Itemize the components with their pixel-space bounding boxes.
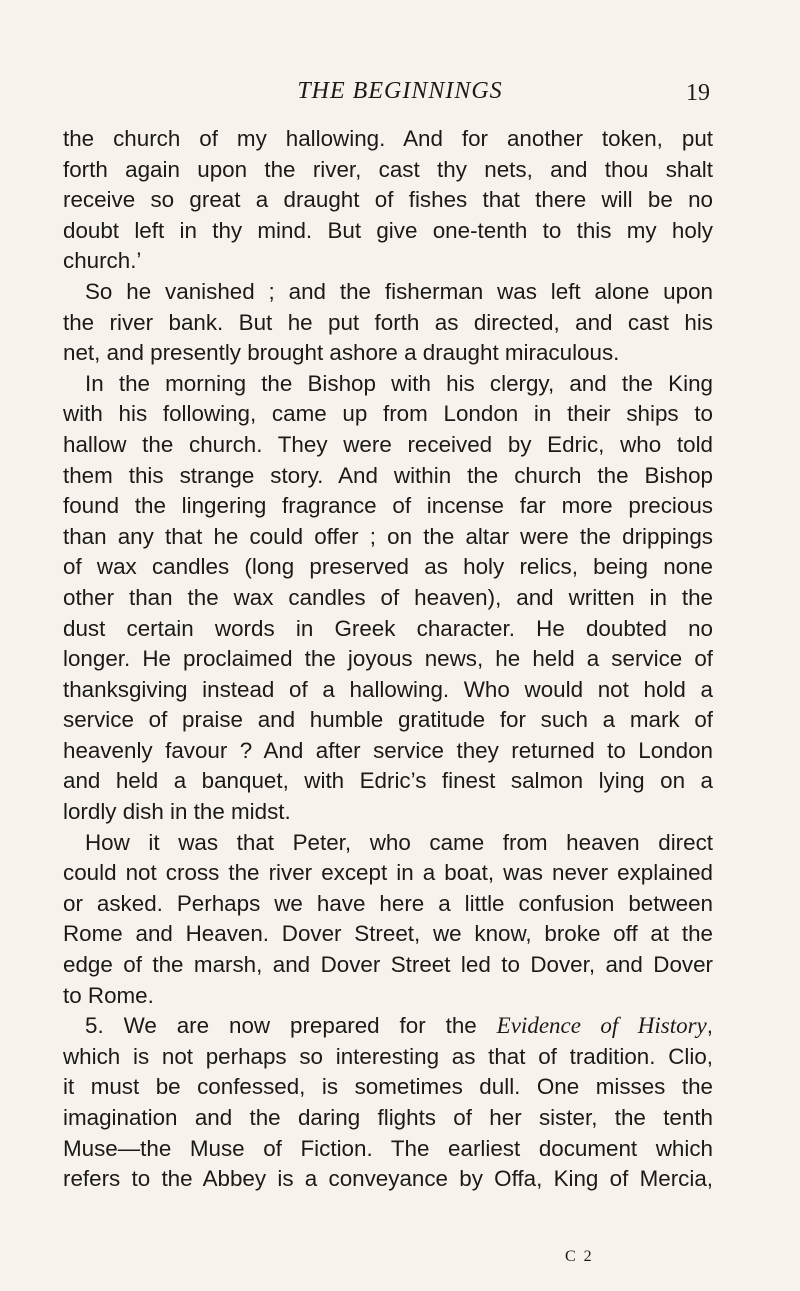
section-5-lead: 5. We are now prepared for the: [85, 1013, 497, 1039]
italic-title-evidence-of-history: Evidence of History: [496, 1013, 707, 1039]
text-line: receive so great a draught of fishes that there will be no: [63, 187, 713, 213]
text-line: to Rome.: [63, 982, 154, 1008]
text-line: which is not perhaps so interesting as that of tradition. Clio,: [63, 1043, 713, 1069]
text-line: forth again upon the river, cast thy nets, and thou shalt: [63, 156, 713, 182]
text-line: In the morning the Bishop with his clergy, and the King: [85, 370, 713, 396]
signature-mark: C 2: [565, 1248, 594, 1265]
text-line: other than the wax candles of heaven), and written in the: [63, 584, 713, 610]
text-line: service of praise and humble gratitude for such a mark of: [63, 707, 713, 733]
running-title: THE BEGINNINGS: [297, 78, 503, 104]
text-line-section-5: [63, 1011, 713, 1042]
text-line: heavenly favour ? And after service they returned to London: [63, 737, 713, 763]
text-line: Rome and Heaven. Dover Street, we know, broke off at the: [63, 921, 713, 947]
text-line: lordly dish in the midst.: [63, 799, 291, 825]
text-line: with his following, came up from London in their ships to: [63, 401, 713, 427]
text-line: could not cross the river except in a boat, was never explained: [63, 860, 713, 886]
text-line: hallow the church. They were received by Edric, who told: [63, 431, 713, 457]
text-line: it must be confessed, is sometimes dull. One misses the: [63, 1074, 713, 1100]
text-line: or asked. Perhaps we have here a little confusion between: [63, 890, 713, 916]
text-line: refers to the Abbey is a conveyance by Offa, King of Mercia,: [63, 1166, 713, 1192]
text-line: and held a banquet, with Edric’s finest salmon lying on a: [63, 768, 713, 794]
section-5-comma: ,: [706, 1013, 713, 1039]
text-line: the river bank. But he put forth as directed, and cast his: [63, 309, 713, 335]
text-line: edge of the marsh, and Dover Street led to Dover, and Dover: [63, 952, 713, 978]
text-line: them this strange story. And within the church the Bishop: [63, 462, 713, 488]
text-line: net, and presently brought ashore a draught miraculous.: [63, 340, 620, 366]
text-line: imagination and the daring flights of her sister, the tenth: [63, 1105, 713, 1130]
text-line: church.’: [63, 248, 142, 274]
running-head: [0, 78, 800, 110]
text-line: So he vanished ; and the fisherman was left alone upon: [85, 278, 713, 304]
text-line: Muse—the Muse of Fiction. The earliest document which: [63, 1135, 713, 1161]
text-line: longer. He proclaimed the joyous news, he held a service of: [63, 646, 713, 672]
text-line: thanksgiving instead of a hallowing. Who would not hold a: [63, 676, 713, 702]
text-line: doubt left in thy mind. But give one-tenth to this my holy: [63, 217, 713, 243]
body-text: [63, 124, 713, 1195]
text-line: the church of my hallowing. And for another token, put: [63, 126, 713, 151]
text-line: How it was that Peter, who came from heaven direct: [85, 829, 713, 855]
text-line: than any that he could offer ; on the altar were the drippings: [63, 523, 713, 549]
text-line: of wax candles (long preserved as holy relics, being none: [63, 554, 713, 580]
page-number: 19: [686, 80, 710, 106]
text-line: dust certain words in Greek character. He doubted no: [63, 615, 713, 641]
text-line: found the lingering fragrance of incense far more precious: [63, 493, 713, 519]
